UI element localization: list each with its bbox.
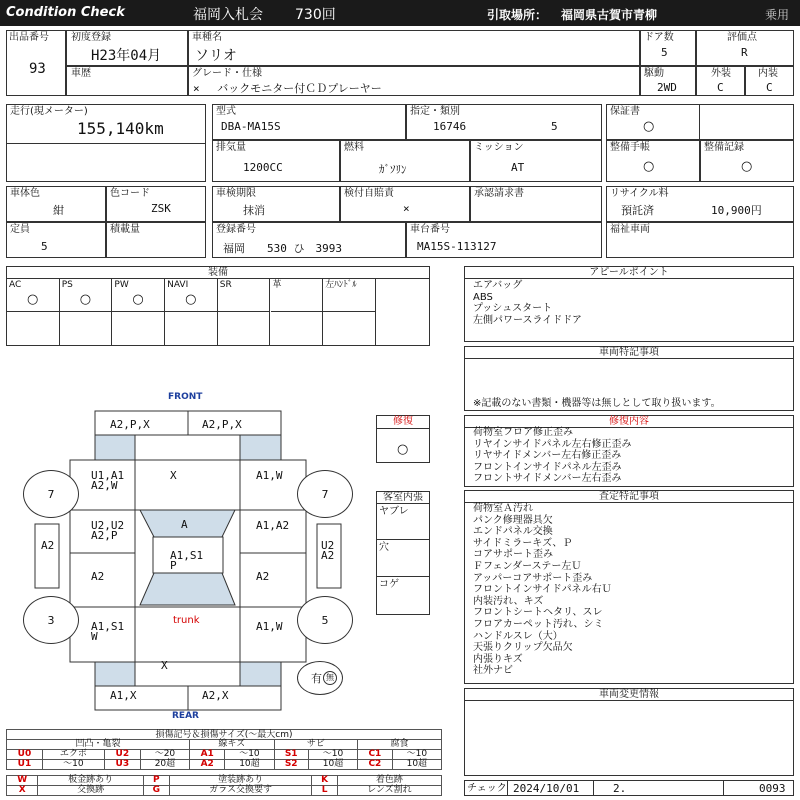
self-inspection-cell — [340, 186, 470, 222]
drive: 2WD — [657, 81, 677, 94]
recycle-label: リサイクル料 — [610, 188, 669, 199]
dmg-rr-door: A2 — [256, 570, 270, 583]
check-divider-2 — [593, 781, 594, 795]
equipment-item — [112, 279, 165, 312]
grade-cell — [188, 66, 640, 96]
special-notes-title: 車両特記事項 — [465, 347, 793, 359]
chassis-cell — [406, 222, 602, 258]
designation: 16746 — [433, 120, 467, 133]
dmg-front-right: A2,P,X — [202, 418, 242, 431]
equipment-box — [6, 266, 430, 346]
legend-code: U2 — [104, 750, 140, 760]
front-label: FRONT — [168, 392, 203, 402]
load-cell — [106, 222, 206, 258]
inspection-line: ハンドルスレ（大） — [473, 630, 563, 642]
recycle-cell — [606, 186, 794, 222]
repair-box — [464, 415, 794, 487]
tire-rear-left: 3 — [23, 596, 79, 644]
cabin-row-tear: ヤブレ — [379, 506, 409, 517]
legend-title: 損傷記号＆損傷サイズ(〜最大cm) — [6, 729, 442, 740]
legend-mark-desc: レンズ割れ — [337, 786, 441, 796]
equipment-empty-cell — [271, 312, 324, 345]
model-name-cell — [188, 30, 640, 66]
legend-desc: エクボ — [42, 750, 104, 760]
welfare-label: 福祉車両 — [610, 224, 650, 235]
legend — [6, 729, 442, 795]
equipment-item — [60, 279, 113, 312]
first-reg-label: 初度登録 — [71, 32, 111, 43]
dmg-left-side: A2 — [41, 539, 55, 552]
dmg-rear-left: A1,X — [110, 689, 137, 702]
rear-label: REAR — [172, 711, 199, 721]
equipment-item-value: ○ — [185, 292, 197, 307]
inspection-notes-title: 査定特記事項 — [465, 491, 793, 503]
equipment-item-value: ○ — [27, 292, 39, 307]
equipment-item-label: AC — [9, 280, 22, 290]
appeal-line: 左側パワースライドドア — [473, 314, 582, 326]
body-color-label: 車体色 — [10, 188, 40, 199]
inspection-line: 内張りキズ — [473, 653, 523, 665]
mileage-label: 走行(現メーター) — [10, 106, 88, 117]
load-label: 積載量 — [110, 224, 140, 235]
dmg-hood: X — [170, 469, 177, 482]
maintenance-book: ○ — [643, 159, 655, 174]
legend-mark-code: G — [143, 786, 169, 796]
classification: 5 — [551, 120, 558, 133]
legend-mark-code: P — [143, 776, 169, 786]
equipment-empty-cell — [323, 312, 376, 345]
legend-mark-table — [6, 775, 442, 796]
exterior: C — [717, 81, 724, 94]
legend-mark-code: K — [312, 776, 337, 786]
inspection-line: パンク修理器具欠 — [473, 514, 553, 526]
check-footer — [464, 780, 794, 796]
legend-header-row — [7, 740, 442, 750]
appeal-line: プッシュスタート — [473, 303, 553, 315]
fuel-cell — [340, 140, 470, 182]
legend-mark-row-1 — [7, 776, 442, 786]
inspection-list — [473, 503, 612, 677]
warranty: ○ — [643, 119, 655, 134]
auction-name: 福岡入札会 — [193, 7, 263, 23]
welfare-cell — [606, 222, 794, 258]
equipment-item — [165, 279, 218, 312]
spare-tire-label: 有 — [311, 672, 322, 685]
inspection-line: 内装汚れ、キズ — [473, 595, 544, 607]
exhibit-no-cell — [6, 30, 66, 96]
approval-label: 承認請求書 — [474, 188, 524, 199]
repair-line: フロントサイドメンバー左右歪み — [473, 473, 622, 485]
dmg-rr-fender: A1,W — [256, 620, 283, 633]
approval-cell — [470, 186, 602, 222]
check-divider-1 — [507, 781, 508, 795]
legend-desc: 〜10 — [42, 760, 104, 770]
dmg-cabin-2: P — [170, 559, 177, 572]
legend-code: S2 — [274, 760, 308, 770]
legend-desc: 10超 — [225, 760, 274, 770]
equipment-item — [7, 279, 60, 312]
dmg-cabin-1: A1,S1 — [170, 549, 204, 562]
displacement: 1200CC — [243, 161, 283, 174]
warranty-divider — [699, 105, 700, 139]
history-label: 車歴 — [71, 68, 91, 79]
chassis-label: 車台番号 — [410, 224, 450, 235]
inspection-line: 荷物室Ａ汚れ — [473, 503, 533, 514]
change-info-title: 車両変更情報 — [465, 689, 793, 701]
mission: AT — [511, 161, 525, 174]
mission-cell — [470, 140, 602, 182]
equipment-item-value: ○ — [132, 292, 144, 307]
repair-indicator-value: ○ — [397, 442, 409, 457]
capacity-label: 定員 — [10, 224, 30, 235]
legend-mark-desc: 着色跡 — [337, 776, 441, 786]
dmg-right-side-2: A2 — [321, 549, 335, 562]
legend-size-table — [6, 739, 442, 770]
color-code: ZSK — [151, 202, 171, 215]
legend-code: U1 — [7, 760, 43, 770]
legend-mark-code: X — [7, 786, 38, 796]
equipment-item-value: ○ — [79, 292, 92, 307]
repair-indicator — [376, 415, 430, 463]
repair-line: フロントインサイドパネル左歪み — [473, 461, 622, 473]
inspection-line: 社外ナビ — [473, 665, 513, 677]
inspection-line: コアサポート歪み — [473, 549, 553, 561]
appeal-line: ABS — [473, 291, 493, 303]
exhibit-no: 93 — [29, 61, 46, 77]
capacity-cell — [6, 222, 106, 258]
legend-mark-row-2 — [7, 786, 442, 796]
fuel-label: 燃料 — [344, 142, 364, 153]
legend-mark-desc: 塗装跡あり — [169, 776, 312, 786]
chassis: MA15S-113127 — [417, 240, 497, 253]
check-label: チェック — [467, 783, 507, 794]
repair-line: リヤサイドメンバー左右修正歪み — [473, 450, 622, 462]
dmg-rl-fender-1: A1,S1 — [91, 620, 125, 633]
equipment-item — [218, 279, 271, 312]
designation-label: 指定・類別 — [410, 106, 460, 117]
appeal-list — [473, 280, 582, 326]
equipment-item-label: NAVI — [167, 280, 189, 290]
legend-mark-code: L — [312, 786, 337, 796]
category: 乗用 — [765, 8, 790, 22]
legend-code: C2 — [358, 760, 393, 770]
mileage-divider — [7, 143, 205, 144]
legend-desc: 〜20 — [140, 750, 189, 760]
score-cell — [696, 30, 794, 66]
cabin-box — [376, 491, 430, 615]
legend-header-corrosion: 腐食 — [358, 740, 442, 750]
dmg-roof: A — [181, 518, 188, 531]
self-inspection-label: 検付自賠責 — [344, 188, 394, 199]
trunk-label: trunk — [173, 615, 200, 626]
auction-round: 730回 — [295, 7, 336, 23]
check-date: 2024/10/01 — [513, 782, 580, 795]
legend-code: U0 — [7, 750, 43, 760]
body-color: 紺 — [53, 204, 64, 217]
equipment-item-label: PW — [114, 280, 129, 290]
reg-no: 福岡 530 ひ 3993 — [223, 242, 342, 255]
inspection-line: サイドミラーキズ、Ｐ — [473, 537, 573, 549]
legend-desc: 〜10 — [308, 750, 357, 760]
legend-code: C1 — [358, 750, 393, 760]
mileage-cell — [6, 104, 206, 182]
dmg-right-side-1: U2 — [321, 539, 335, 552]
maintenance-record: ○ — [741, 159, 753, 174]
model-name-label: 車種名 — [192, 32, 222, 43]
appeal-line: エアバッグ — [473, 280, 523, 291]
equipment-empty-cell — [60, 312, 113, 345]
tire-front-left: 7 — [23, 470, 79, 518]
dmg-fl-fender-2: A2,W — [91, 479, 118, 492]
reg-no-cell — [212, 222, 406, 258]
inspection-line: アッパーコアサポート歪み — [473, 572, 593, 584]
dmg-fl-fender-1: U1,A1 — [91, 469, 125, 482]
dmg-rear-right: A2,X — [202, 689, 229, 702]
dmg-fr-fender: A1,W — [256, 469, 283, 482]
body-color-cell — [6, 186, 106, 222]
maintenance-record-label: 整備記録 — [704, 142, 744, 153]
mileage: 155,140km — [77, 119, 164, 138]
reg-no-label: 登録番号 — [216, 224, 256, 235]
legend-mark-code: W — [7, 776, 38, 786]
maintenance-book-cell — [606, 140, 700, 182]
cabin-divider-2 — [377, 576, 429, 577]
maintenance-book-label: 整備手帳 — [610, 142, 650, 153]
change-info-box — [464, 688, 794, 776]
mission-label: ミッション — [474, 142, 524, 153]
legend-code: U3 — [104, 760, 140, 770]
check-divider-3 — [723, 781, 724, 795]
dmg-rl-fender-2: W — [91, 630, 98, 643]
cabin-title: 客室内張 — [377, 492, 429, 504]
recycle-status: 預託済 — [621, 204, 654, 217]
equipment-item — [323, 279, 376, 312]
fuel: ｶﾞｿﾘﾝ — [379, 163, 407, 176]
interior: C — [766, 81, 773, 94]
legend-code: A2 — [190, 760, 225, 770]
equipment-item-label: PS — [61, 280, 73, 290]
exterior-label: 外装 — [711, 68, 731, 79]
legend-code: A1 — [190, 750, 225, 760]
equipment-grid — [7, 279, 429, 345]
warranty-label: 保証書 — [610, 106, 640, 117]
cabin-row-burn: コゲ — [379, 579, 399, 590]
doors: 5 — [661, 46, 668, 59]
inspection-line: フロントインサイドパネル右Ｕ — [473, 584, 612, 596]
appeal-box — [464, 266, 794, 342]
first-reg: H23年04月 — [91, 48, 162, 64]
spare-tire — [297, 661, 343, 695]
appeal-title: アピールポイント — [465, 267, 793, 279]
header-title-en: Condition Check — [6, 5, 125, 20]
inspection-line: Ｆフェンダーステー左Ｕ — [473, 560, 582, 572]
color-code-label: 色コード — [110, 188, 150, 199]
inspection-cell — [212, 186, 340, 222]
equipment-empty-cell — [165, 312, 218, 345]
spare-tire-mark: 無 — [323, 671, 337, 685]
interior-cell — [745, 66, 794, 96]
doors-cell — [640, 30, 696, 66]
tire-rear-right: 5 — [297, 596, 353, 644]
inspection-label: 車検期限 — [216, 188, 256, 199]
dmg-fl-door-2: A2,P — [91, 529, 118, 542]
repair-line: リヤインサイドパネル左右修正歪み — [473, 438, 632, 450]
legend-desc: 20超 — [140, 760, 189, 770]
drive-cell — [640, 66, 696, 96]
special-notes-box — [464, 346, 794, 411]
pickup-place: 福岡県古賀市青柳 — [561, 8, 658, 22]
maintenance-record-cell — [700, 140, 794, 182]
inspection: 抹消 — [243, 204, 265, 217]
legend-header-scratch: 線キズ — [190, 740, 275, 750]
pickup-label: 引取場所： — [487, 8, 548, 22]
legend-mark-desc: 板金跡あり — [38, 776, 143, 786]
equipment-title: 装備 — [7, 267, 429, 279]
dmg-fr-door: A1,A2 — [256, 519, 290, 532]
equipment-empty-cell — [7, 312, 60, 345]
score-label: 評価点 — [727, 32, 757, 43]
legend-header-rust: サビ — [274, 740, 358, 750]
dmg-rl-door: A2 — [91, 570, 105, 583]
model-name: ソリオ — [195, 48, 237, 64]
dmg-rear-panel: X — [161, 659, 168, 672]
displacement-label: 排気量 — [216, 142, 246, 153]
legend-size-row-1 — [7, 750, 442, 760]
equipment-item-label: 革 — [272, 280, 282, 290]
color-code-cell — [106, 186, 206, 222]
cabin-divider-1 — [377, 539, 429, 540]
equipment-empty-cell — [218, 312, 271, 345]
header-bar — [0, 0, 800, 26]
self-inspection: × — [403, 202, 410, 215]
tire-front-right: 7 — [297, 470, 353, 518]
legend-desc: 〜10 — [392, 750, 441, 760]
repair-title: 修復内容 — [465, 416, 793, 428]
legend-size-row-2 — [7, 760, 442, 770]
legend-code: S1 — [274, 750, 308, 760]
inspection-line: 天張りクリップ欠品欠 — [473, 642, 573, 654]
dmg-front-left: A2,P,X — [110, 418, 150, 431]
exterior-cell — [696, 66, 745, 96]
equipment-item — [271, 279, 324, 312]
legend-header-dent: 凹凸・亀裂 — [7, 740, 190, 750]
displacement-cell — [212, 140, 340, 182]
grade-label: グレード・仕様 — [192, 68, 262, 79]
interior-label: 内装 — [758, 68, 778, 79]
doors-label: ドア数 — [644, 32, 674, 43]
equipment-item-label: 左ﾊﾝﾄﾞﾙ — [325, 280, 357, 290]
grade: × バックモニター付ＣＤプレーヤー — [193, 82, 382, 95]
drive-label: 駆動 — [644, 68, 664, 79]
legend-mark-desc: ガラス交換要す — [169, 786, 312, 796]
legend-mark-desc: 交換跡 — [38, 786, 143, 796]
serial-no: 0093 — [759, 782, 786, 795]
type-label: 型式 — [216, 106, 236, 117]
inspection-line: エンドパネル交換 — [473, 526, 553, 538]
type-cell — [212, 104, 406, 140]
car-diagram — [0, 385, 372, 725]
special-notes-disclaimer: ※記載のない書類・機器等は無しとして取り扱います。 — [473, 398, 721, 409]
cabin-row-hole: 穴 — [379, 542, 389, 553]
repair-line: 荷物室フロア修正歪み — [473, 427, 573, 438]
equipment-item-label: SR — [219, 280, 232, 290]
type: DBA-MA15S — [221, 120, 281, 133]
inspection-line: フロアカーペット汚れ、シミ — [473, 618, 604, 630]
dmg-fl-door-1: U2,U2 — [91, 519, 125, 532]
check-no: 2. — [613, 782, 627, 795]
recycle-fee: 10,900円 — [711, 204, 762, 217]
exhibit-no-label: 出品番号 — [9, 32, 49, 43]
capacity: 5 — [41, 240, 48, 253]
repair-list — [473, 427, 632, 485]
legend-desc: 10超 — [392, 760, 441, 770]
legend-desc: 10超 — [308, 760, 357, 770]
inspection-line: フロントシートヘタリ、スレ — [473, 607, 603, 619]
history-cell — [66, 66, 188, 96]
designation-cell — [406, 104, 602, 140]
legend-desc: 〜10 — [225, 750, 274, 760]
score: R — [741, 46, 748, 59]
inspection-notes-box — [464, 490, 794, 684]
warranty-cell — [606, 104, 794, 140]
first-reg-cell — [66, 30, 188, 66]
repair-indicator-title: 修復 — [377, 416, 429, 429]
equipment-empty-cell — [112, 312, 165, 345]
